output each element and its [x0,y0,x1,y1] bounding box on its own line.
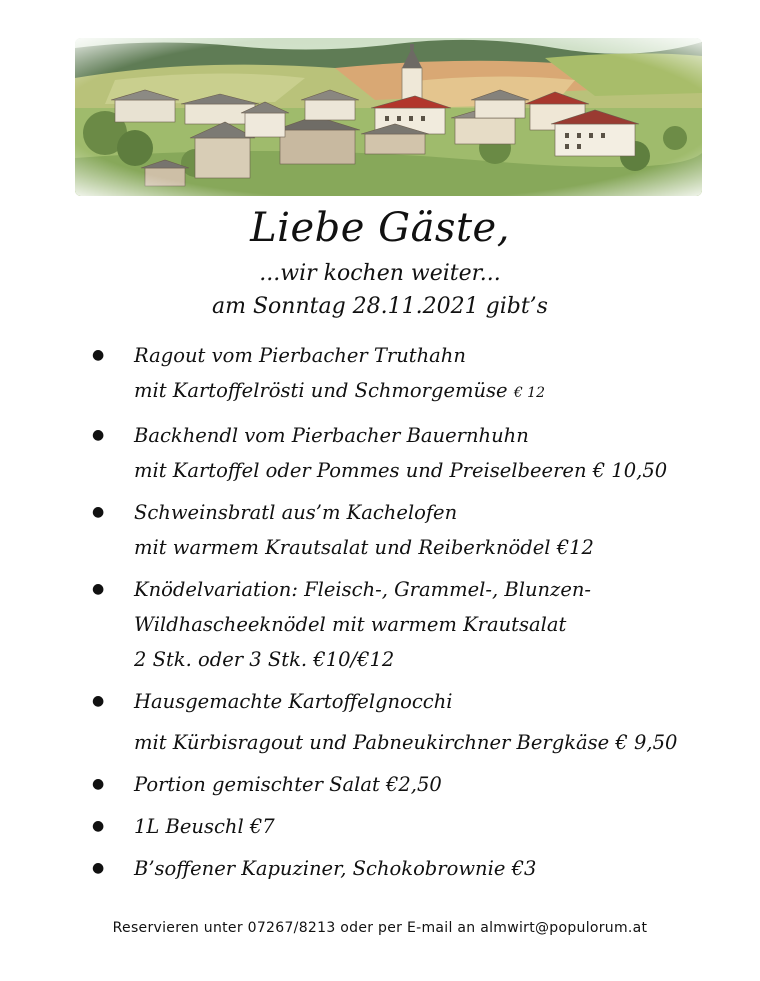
dish-name: Hausgemachte Kartoffelgnocchi [134,690,453,713]
menu-item [90,495,730,565]
dish-portions: 2 Stk. oder 3 Stk. €10/€12 [134,648,395,671]
dish-name: Backhendl vom Pierbacher Bauernhuhn [134,424,529,447]
dish-name: Schweinsbratl aus’m Kachelofen [134,501,458,524]
dish-name: Knödelvariation: Fleisch-, Grammel-, Blunzen- [134,578,592,601]
village-landscape-illustration [75,38,702,196]
bullet-icon: ● [92,427,105,443]
menu-item [90,851,730,886]
dish-name: 1L Beuschl €7 [134,815,275,838]
subtitle-cooking: ...wir kochen weiter... [259,261,501,286]
menu-item [90,767,730,802]
dish-name: Portion gemischter Salat €2,50 [134,773,442,796]
bullet-icon: ● [92,860,105,876]
menu-item [90,572,730,677]
dish-name: B’soffener Kapuziner, Schokobrownie €3 [134,857,537,880]
dish-name: Ragout vom Pierbacher Truthahn [134,344,466,367]
menu-item [90,418,730,488]
bullet-icon: ● [92,776,105,792]
dish-description: Wildhascheeknödel mit warmem Krautsalat [134,613,567,636]
dish-description: mit Kartoffelrösti und Schmorgemüse € 12 [134,379,545,402]
bullet-icon: ● [92,818,105,834]
reservation-footer: Reservieren unter 07267/8213 oder per E-mail an almwirt@populorum.at [112,920,648,936]
dish-description: mit Kartoffel oder Pommes und Preiselbeeren € 10,50 [134,459,668,482]
menu-list [90,338,730,893]
greeting-title: Liebe Gäste, [250,205,510,251]
dish-price: € 12 [513,385,545,401]
menu-item [90,809,730,844]
bullet-icon: ● [92,581,105,597]
dish-description: mit warmem Krautsalat und Reiberknödel €12 [134,536,594,559]
menu-item [90,338,730,411]
subtitle-date: am Sonntag 28.11.2021 gibt’s [212,294,548,319]
bullet-icon: ● [92,347,105,363]
bullet-icon: ● [92,693,105,709]
menu-item [90,684,730,760]
dish-description: mit Kürbisragout und Pabneukirchner Bergkäse € 9,50 [134,731,678,754]
bullet-icon: ● [92,504,105,520]
